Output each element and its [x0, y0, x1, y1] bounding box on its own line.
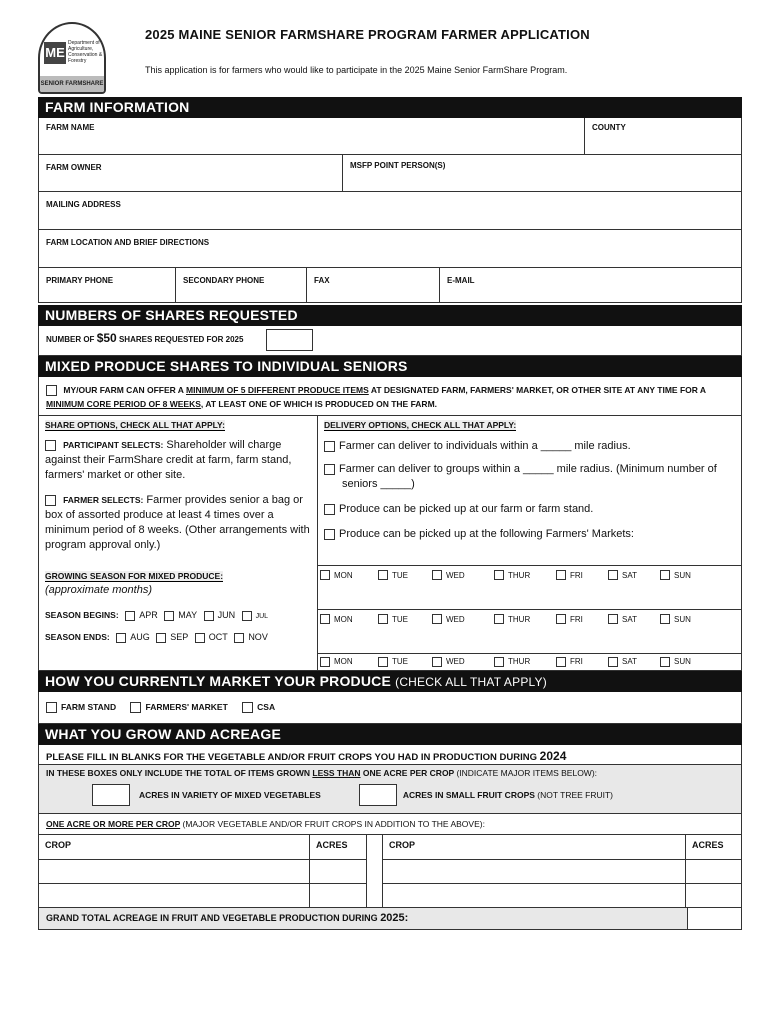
crop-cell[interactable] — [39, 859, 310, 883]
farm-owner-field[interactable]: FARM OWNER — [39, 155, 343, 191]
acres-cell[interactable] — [686, 859, 741, 883]
email-field[interactable]: E-MAIL — [447, 276, 475, 285]
grow-heading: WHAT YOU GROW AND ACREAGE — [38, 724, 742, 745]
fax-field[interactable]: FAX — [307, 268, 440, 302]
market3-mon-checkbox[interactable] — [320, 657, 330, 667]
shares-requested-row: NUMBER OF $50 SHARES REQUESTED FOR 2025 — [39, 325, 741, 356]
market-options-row: FARM STAND FARMERS' MARKET CSA — [39, 697, 741, 718]
delivery-individuals-checkbox[interactable] — [324, 441, 335, 452]
logo-band: SENIOR FARMSHARE — [40, 76, 104, 92]
delivery-groups-option: Farmer can deliver to groups within a _____ mile radius. (Minimum number of seniors _____) — [318, 460, 741, 494]
pickup-farm-option: Produce can be picked up at our farm or farm stand. — [318, 500, 741, 519]
application-form — [38, 97, 742, 930]
senior-farmshare-logo — [38, 22, 106, 94]
market3-thur-checkbox[interactable] — [494, 657, 504, 667]
end-oct-checkbox[interactable] — [195, 633, 205, 643]
delivery-groups-checkbox[interactable] — [324, 464, 335, 475]
shares-count-input[interactable] — [266, 329, 313, 351]
farm-stand-checkbox[interactable] — [46, 702, 57, 713]
end-aug-checkbox[interactable] — [116, 633, 126, 643]
pickup-farm-checkbox[interactable] — [324, 504, 335, 515]
market-days-row: MON TUE WED THUR FRI SAT SUN — [318, 609, 741, 653]
shares-heading: NUMBERS OF SHARES REQUESTED — [38, 305, 742, 326]
small-acreage-section: IN THESE BOXES ONLY INCLUDE THE TOTAL OF ITEMS GROWN LESS THAN ONE ACRE PER CROP (INDICATE MAJOR ITEMS BELOW): ACRES IN VARIETY OF MIXED VEGETABLES ACRES IN SMALL FRUIT CROPS (NOT TREE FRUIT) — [38, 765, 742, 814]
season-begins-row: SEASON BEGINS: APR MAY JUN JUL — [45, 610, 269, 620]
farm-name-field[interactable]: FARM NAME — [39, 118, 585, 154]
market1-tue-checkbox[interactable] — [378, 570, 388, 580]
pickup-market-checkbox[interactable] — [324, 529, 335, 540]
share-options-header: SHARE OPTIONS, CHECK ALL THAT APPLY: — [45, 420, 225, 430]
page-subtitle: This application is for farmers who would like to participate in the 2025 Maine Senior FarmShare Program. — [145, 65, 568, 75]
crop-cell[interactable] — [39, 883, 310, 907]
delivery-individuals-option: Farmer can deliver to individuals within a _____ mile radius. — [318, 437, 741, 456]
farmer-selects-option: FARMER SELECTS: Farmer provides senior a bag or box of assorted produce at least 4 times over a minimum period of 8 weeks. (Other arrangements with program approval only.) — [45, 494, 310, 551]
mixed-produce-heading: MIXED PRODUCE SHARES TO INDIVIDUAL SENIORS — [38, 356, 742, 377]
participant-selects-option: PARTICIPANT SELECTS: Shareholder will charge against their FarmShare credit at farm, farm stand, farmers' market or other site. — [45, 439, 292, 481]
primary-phone-field[interactable]: PRIMARY PHONE — [39, 268, 176, 302]
delivery-options-column — [318, 416, 741, 670]
market2-tue-checkbox[interactable] — [378, 614, 388, 624]
season-ends-row: SEASON ENDS: AUG SEP OCT NOV — [45, 632, 268, 642]
market1-sun-checkbox[interactable] — [660, 570, 670, 580]
market1-sat-checkbox[interactable] — [608, 570, 618, 580]
market3-sun-checkbox[interactable] — [660, 657, 670, 667]
farmers-market-checkbox[interactable] — [130, 702, 141, 713]
market3-wed-checkbox[interactable] — [432, 657, 442, 667]
market-days-row: MON TUE WED THUR FRI SAT SUN — [318, 653, 741, 669]
page-title: 2025 MAINE SENIOR FARMSHARE PROGRAM FARMER APPLICATION — [145, 27, 590, 42]
begin-may-checkbox[interactable] — [164, 611, 174, 621]
participant-selects-checkbox[interactable] — [45, 440, 56, 451]
end-nov-checkbox[interactable] — [234, 633, 244, 643]
market-days-row: MON TUE WED THUR FRI SAT SUN — [318, 565, 741, 609]
small-fruit-acres-input[interactable] — [359, 784, 397, 806]
mixed-offer-statement: MY/OUR FARM CAN OFFER A MINIMUM OF 5 DIFFERENT PRODUCE ITEMS AT DESIGNATED FARM, FARMERS' MARKET, OR OTHER SITE AT ANY TIME FOR A MINIMUM CORE PERIOD OF 8 WEEKS, AT LEAST ONE OF WHICH IS PRODUCED ON THE FARM. — [46, 385, 706, 409]
secondary-phone-field[interactable]: SECONDARY PHONE — [176, 268, 307, 302]
market3-tue-checkbox[interactable] — [378, 657, 388, 667]
begin-jun-checkbox[interactable] — [204, 611, 214, 621]
crop-header-right: CROP — [383, 835, 686, 859]
market2-wed-checkbox[interactable] — [432, 614, 442, 624]
acres-cell[interactable] — [310, 859, 367, 883]
market2-thur-checkbox[interactable] — [494, 614, 504, 624]
share-options-column — [39, 416, 318, 670]
market1-thur-checkbox[interactable] — [494, 570, 504, 580]
market2-mon-checkbox[interactable] — [320, 614, 330, 624]
logo-mark: ME — [44, 42, 66, 64]
logo-dept: Department of Agriculture, Conservation & Forestry — [68, 40, 103, 64]
end-sep-checkbox[interactable] — [156, 633, 166, 643]
mixed-offer-checkbox[interactable] — [46, 385, 57, 396]
market2-sun-checkbox[interactable] — [660, 614, 670, 624]
market1-mon-checkbox[interactable] — [320, 570, 330, 580]
mixed-veg-acres-input[interactable] — [92, 784, 130, 806]
mailing-address-field[interactable]: MAILING ADDRESS — [46, 200, 121, 209]
county-field[interactable]: COUNTY — [592, 123, 626, 132]
approx-months-note: (approximate months) — [45, 584, 152, 596]
share-amount: $50 — [96, 331, 117, 346]
begin-apr-checkbox[interactable] — [125, 611, 135, 621]
grow-instruction: PLEASE FILL IN BLANKS FOR THE VEGETABLE AND/OR FRUIT CROPS YOU HAD IN PRODUCTION DURING 2024 — [46, 749, 567, 763]
acres-cell[interactable] — [686, 883, 741, 907]
market2-fri-checkbox[interactable] — [556, 614, 566, 624]
crop-cell[interactable] — [383, 859, 686, 883]
crop-header-left: CROP — [39, 835, 310, 859]
acres-header-left: ACRES — [310, 835, 367, 859]
market1-fri-checkbox[interactable] — [556, 570, 566, 580]
msfp-point-person-field[interactable]: MSFP POINT PERSON(S) — [350, 161, 446, 170]
begin-jul-checkbox[interactable] — [242, 611, 252, 621]
crop-cell[interactable] — [383, 883, 686, 907]
growing-season-header: GROWING SEASON FOR MIXED PRODUCE: — [45, 571, 224, 581]
crop-table — [38, 834, 742, 908]
one-acre-note: ONE ACRE OR MORE PER CROP (MAJOR VEGETABLE AND/OR FRUIT CROPS IN ADDITION TO THE ABOVE): — [38, 814, 742, 834]
market2-sat-checkbox[interactable] — [608, 614, 618, 624]
delivery-options-header: DELIVERY OPTIONS, CHECK ALL THAT APPLY: — [324, 420, 517, 430]
csa-checkbox[interactable] — [242, 702, 253, 713]
farm-info-heading: FARM INFORMATION — [38, 97, 742, 118]
market-heading: HOW YOU CURRENTLY MARKET YOUR PRODUCE (CHECK ALL THAT APPLY) — [38, 671, 742, 692]
market3-sat-checkbox[interactable] — [608, 657, 618, 667]
farm-location-field[interactable]: FARM LOCATION AND BRIEF DIRECTIONS — [46, 238, 210, 247]
acres-header-right: ACRES — [692, 840, 724, 850]
grand-total-input[interactable] — [688, 908, 741, 929]
pickup-market-option: Produce can be picked up at the following Farmers' Markets: — [318, 525, 741, 544]
market1-wed-checkbox[interactable] — [432, 570, 442, 580]
grand-total-label: GRAND TOTAL ACREAGE IN FRUIT AND VEGETABLE PRODUCTION DURING 2025: — [39, 908, 688, 929]
acres-cell[interactable] — [310, 883, 367, 907]
market3-fri-checkbox[interactable] — [556, 657, 566, 667]
farmer-selects-checkbox[interactable] — [45, 495, 56, 506]
